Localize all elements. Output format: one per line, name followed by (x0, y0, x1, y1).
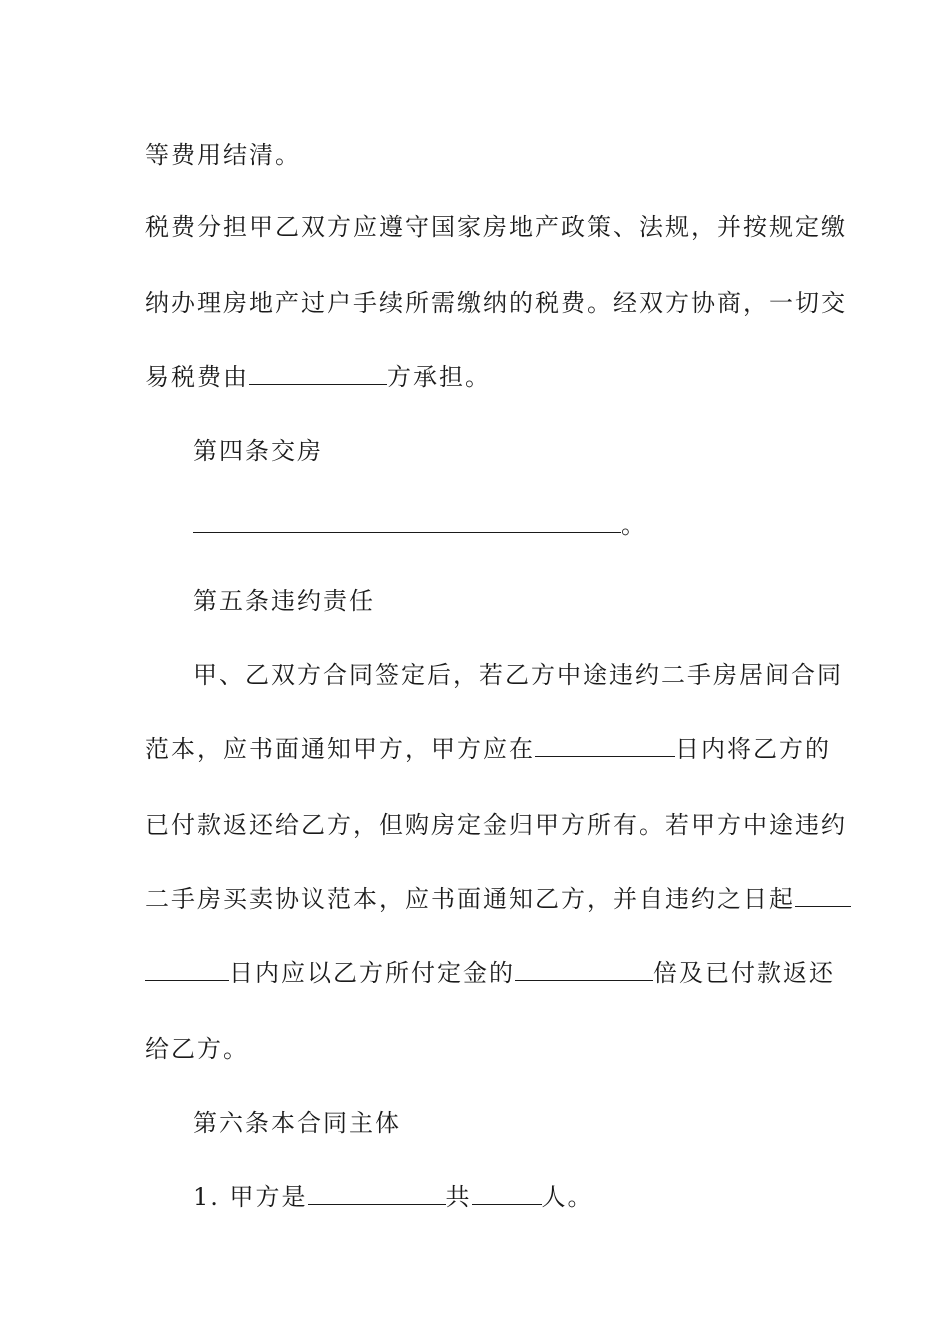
paragraph-line: 等费用结清。 (145, 141, 301, 169)
fill-blank (795, 884, 851, 907)
line-text: 人。 (541, 1183, 594, 1211)
paragraph-line: 税费分担甲乙双方应遵守国家房地产政策、法规，并按规定缴 (145, 213, 847, 241)
paragraph-line (193, 510, 863, 540)
line-text: 倍及已付款返还 (653, 959, 835, 987)
line-text: 日内将乙方的 (675, 735, 831, 763)
fill-blank (308, 1182, 446, 1205)
fill-blank (472, 1182, 542, 1205)
line-text: 共 (445, 1183, 472, 1211)
paragraph-line (145, 734, 831, 764)
paragraph-line (193, 1182, 863, 1212)
line-text: 日内应以乙方所付定金的 (229, 959, 515, 987)
paragraph-line (145, 958, 835, 988)
fill-blank (193, 510, 621, 533)
paragraph-line (145, 362, 815, 392)
fill-blank (535, 734, 675, 757)
fill-blank (145, 958, 229, 981)
fill-blank (515, 958, 653, 981)
section-heading: 第五条违约责任 (193, 587, 375, 615)
fill-blank (249, 362, 387, 385)
paragraph-line: 已付款返还给乙方，但购房定金归甲方所有。若甲方中途违约 (145, 811, 847, 839)
paragraph-line: 给乙方。 (145, 1035, 249, 1063)
line-text: 1. 甲方是 (193, 1183, 308, 1211)
paragraph-line: 甲、乙双方合同签定后，若乙方中途违约二手房居间合同 (193, 661, 843, 689)
paragraph-line (145, 884, 815, 914)
section-heading: 第六条本合同主体 (193, 1109, 401, 1137)
line-text: 。 (621, 511, 647, 539)
line-text: 方承担。 (387, 363, 491, 391)
paragraph-line: 纳办理房地产过户手续所需缴纳的税费。经双方协商，一切交 (145, 289, 847, 317)
line-text: 易税费由 (145, 363, 249, 391)
line-text: 二手房买卖协议范本，应书面通知乙方，并自违约之日起 (145, 885, 795, 913)
line-text: 范本，应书面通知甲方，甲方应在 (145, 735, 535, 763)
section-heading: 第四条交房 (193, 437, 323, 465)
